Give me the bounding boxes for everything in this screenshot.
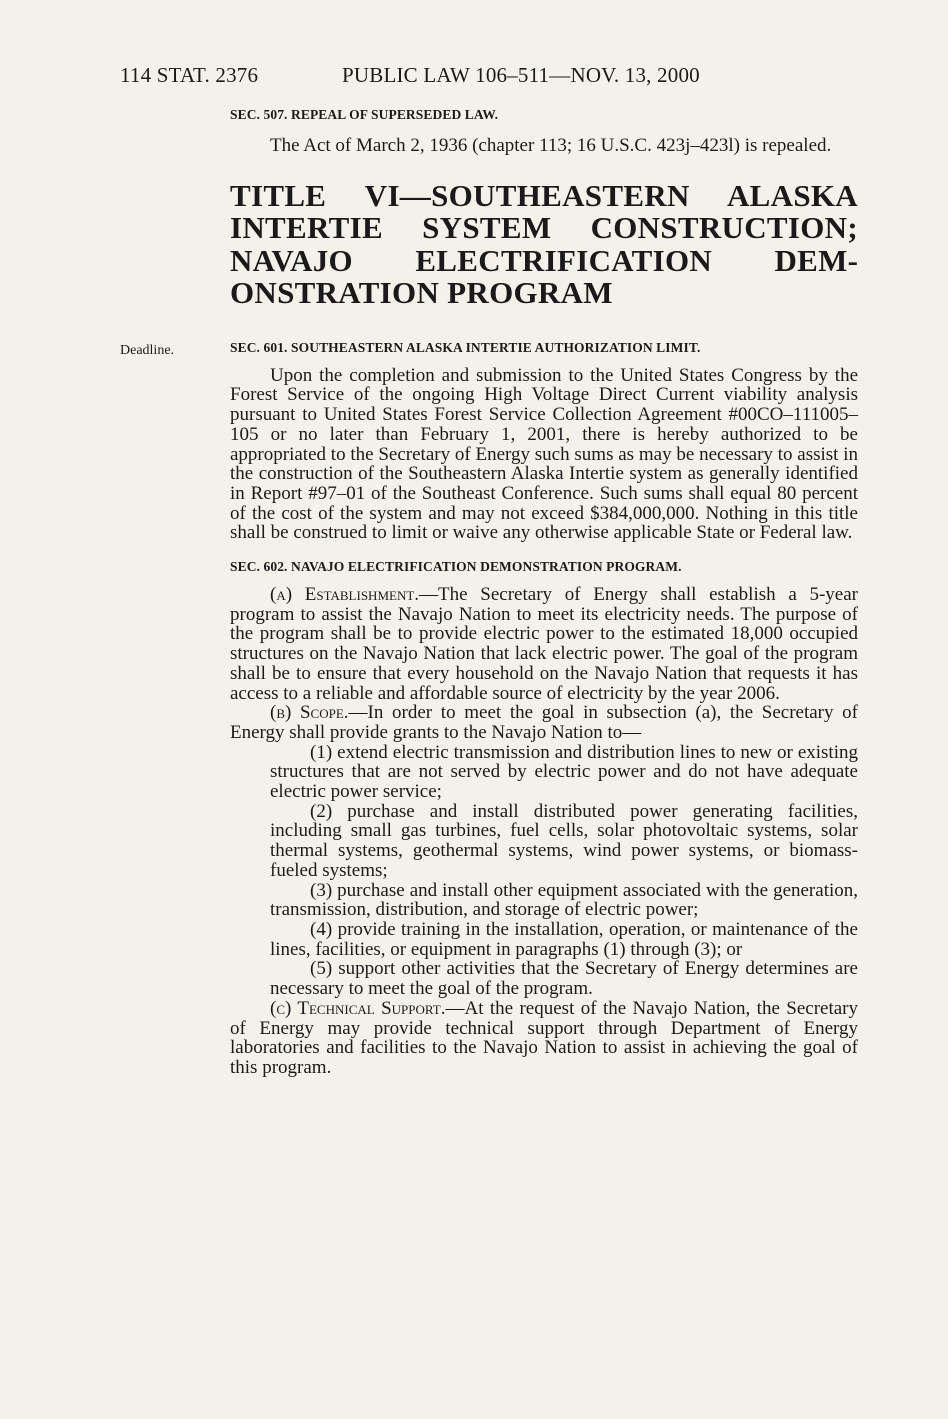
title-vi-heading: TITLE VI—SOUTHEASTERN ALASKA INTERTIE SYSTEM CONSTRUCTION; NAVAJO ELECTRIFICATION DEMONSTRATION PROGRAM bbox=[230, 177, 858, 311]
subsection-a bbox=[230, 585, 858, 703]
sec-507-text: The Act of March 2, 1936 (chapter 113; 16 U.S.C. 423j–423l) is repealed. bbox=[270, 135, 832, 156]
paragraph-4: (4) provide training in the installation, operation, or maintenance of the lines, facilities, or equipment in paragraphs (1) through (3); or bbox=[270, 918, 858, 960]
paragraph-3: (3) purchase and install other equipment associated with the generation, transmission, distribution, and storage of electric power; bbox=[270, 879, 858, 921]
running-header bbox=[120, 63, 700, 88]
body-column bbox=[230, 107, 858, 1078]
sec-601-heading: SEC. 601. SOUTHEASTERN ALASKA INTERTIE AUTHORIZATION LIMIT. bbox=[230, 339, 701, 355]
stat-reference: 114 STAT. 2376 bbox=[120, 63, 259, 87]
sec-601-text: Upon the completion and submission to the United States Congress by the Forest Service of the ongoing High Voltage Direct Current viability analysis pursuant to United States Forest Service Collection Agreement #00CO–111005–105 or no later than February 1, 2001, there is hereby authorized to be appropriated to the Secretary of Energy such sums as may be necessary to assist in the construction of the Southeastern Alaska Intertie system as generally identified in Report #97–01 of the Southeast Conference. Such sums shall equal 80 percent of the cost of the system and may not exceed $384,000,000. Nothing in this title shall be construed to limit or waive any otherwise applicable State or Federal law. bbox=[230, 364, 858, 544]
subsection-c bbox=[230, 999, 858, 1078]
subsection-c-text: —At the request of the Navajo Nation, the Secretary of Energy may provide technical support through Department of Energy laboratories and facilities to the Navajo Nation to assist in achieving the goal of this program. bbox=[230, 997, 858, 1078]
subsection-b bbox=[230, 703, 858, 742]
subsection-c-label: (c) Technical Support. bbox=[270, 997, 446, 1019]
paragraph-5: (5) support other activities that the Secretary of Energy determines are necessary to meet the goal of the program. bbox=[270, 958, 858, 1000]
paragraph-2: (2) purchase and install distributed power generating facilities, including small gas turbines, fuel cells, solar photovoltaic systems, solar thermal systems, geothermal systems, wind power systems, or biomass-fueled systems; bbox=[270, 800, 858, 881]
sec-602-heading: SEC. 602. NAVAJO ELECTRIFICATION DEMONSTRATION PROGRAM. bbox=[230, 559, 682, 575]
subsection-b-label: (b) Scope. bbox=[270, 702, 349, 724]
sec-507-heading: SEC. 507. REPEAL OF SUPERSEDED LAW. bbox=[230, 107, 499, 122]
paragraph-1: (1) extend electric transmission and distribution lines to new or existing structures that are not served by electric power and do not have adequate electric power service; bbox=[270, 741, 858, 803]
subsection-a-text: —The Secretary of Energy shall establish a 5-year program to assist the Navajo Nation to meet its electricity needs. The purpose of the program shall be to provide electric power to the estimated 18,000 occupied structures on the Navajo Nation that lack electric power. The goal of the program shall be to ensure that every household on the Navajo Nation that requests it has access to a reliable and affordable source of electricity by the year 2006. bbox=[230, 584, 858, 704]
public-law-reference: PUBLIC LAW 106–511—NOV. 13, 2000 bbox=[342, 63, 700, 87]
margin-note-deadline: Deadline. bbox=[120, 343, 175, 358]
subsection-b-text: —In order to meet the goal in subsection (a), the Secretary of Energy shall provide grants to the Navajo Nation to— bbox=[230, 702, 859, 743]
subsection-a-label: (a) Establishment. bbox=[270, 584, 420, 606]
